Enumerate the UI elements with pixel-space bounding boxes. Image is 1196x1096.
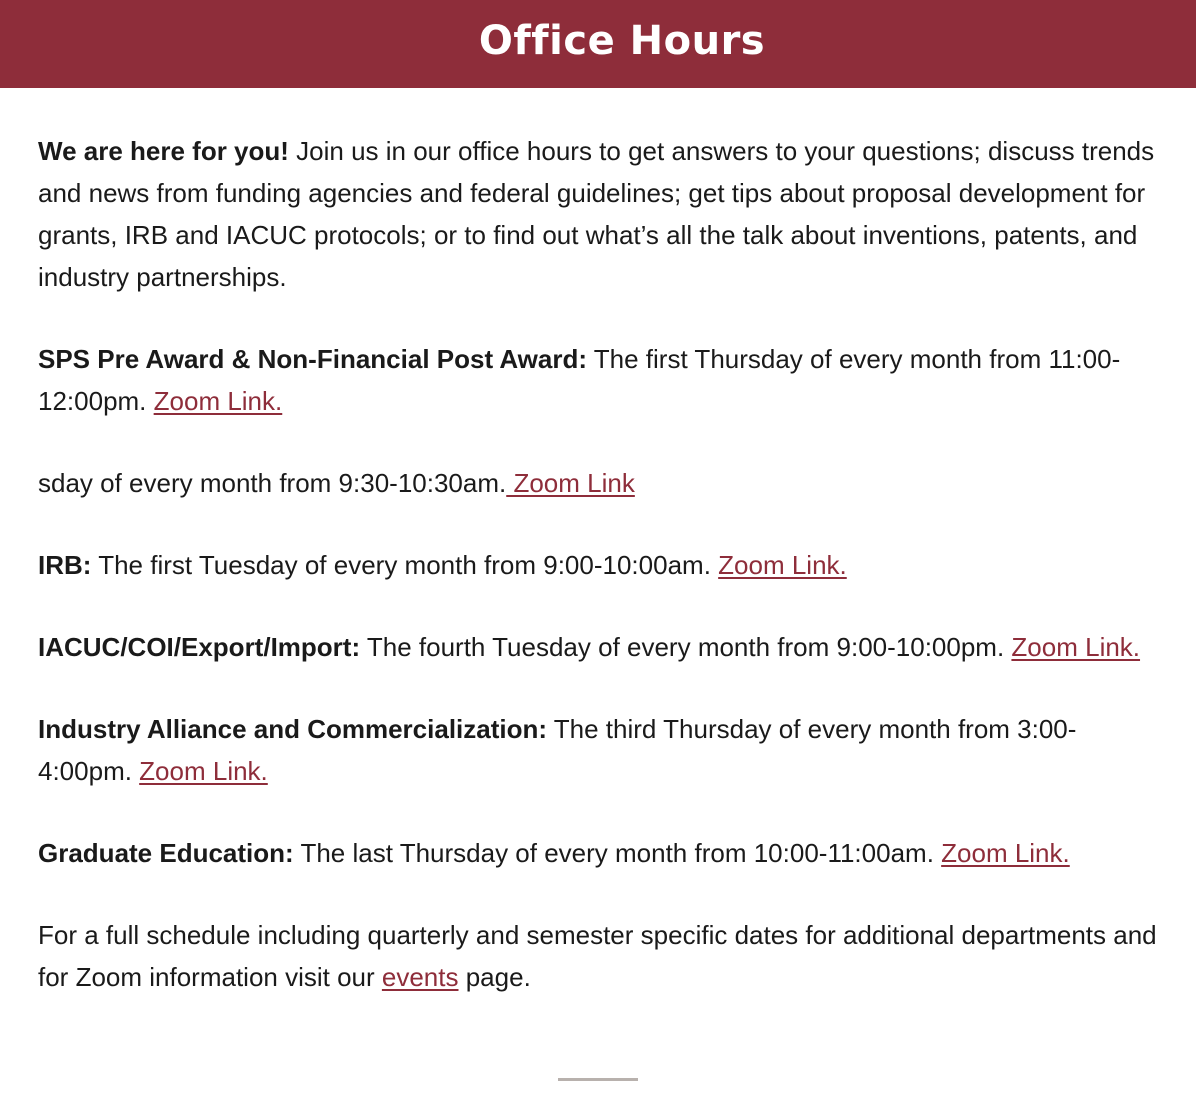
zoom-link[interactable]: Zoom Link. [153,386,283,416]
session-label: Graduate Education: [38,838,294,868]
session-text: The fourth Tuesday of every month from 9:00-10:00pm. [360,632,1012,662]
session-text: sday of every month from 9:30-10:30am. [38,468,507,498]
session-irb [38,544,1163,586]
session-truncated [38,462,1163,504]
intro-paragraph [38,130,1163,298]
divider [558,1078,638,1081]
session-text: The last Thursday of every month from 10:00-11:00am. [293,838,942,868]
session-iacuc [38,626,1163,668]
zoom-link[interactable]: Zoom Link. [139,756,268,786]
session-industry-alliance [38,708,1163,792]
footer-paragraph [38,914,1163,998]
main-content [38,130,1163,998]
footer-text-end: page. [458,962,531,992]
zoom-link[interactable]: Zoom Link. [1011,632,1141,662]
session-text: The first Tuesday of every month from 9:00-10:00am. [91,550,719,580]
zoom-link[interactable]: Zoom Link. [941,838,1070,868]
session-label: Industry Alliance and Commercialization: [38,714,548,744]
footer-text: For a full schedule including quarterly and semester specific dates for additional departments and for Zoom information visit our [38,920,1157,992]
session-label: SPS Pre Award & Non-Financial Post Award: [38,344,588,374]
zoom-link[interactable]: Zoom Link. [718,550,847,580]
session-text: The third Thursday of every month from 3:00-4:00pm. [38,714,1077,786]
session-text: The first Thursday of every month from 11:00-12:00pm. [38,344,1121,416]
page-title: Office Hours [478,18,766,64]
header-banner [0,0,1196,88]
intro-text: Join us in our office hours to get answers to your questions; discuss trends and news from funding agencies and federal guidelines; get tips about proposal development for grants, IRB and IACUC protocols; or to find out what’s all the talk about inventions, patents, and industry partnerships. [38,136,1155,292]
session-graduate-education [38,832,1163,874]
intro-bold-text: We are here for you! [38,136,289,166]
zoom-link[interactable]: Zoom Link [506,468,635,498]
session-label: IACUC/COI/Export/Import: [38,632,361,662]
events-link[interactable]: events [381,962,459,992]
session-sps-pre-award [38,338,1163,422]
session-label: IRB: [38,550,92,580]
